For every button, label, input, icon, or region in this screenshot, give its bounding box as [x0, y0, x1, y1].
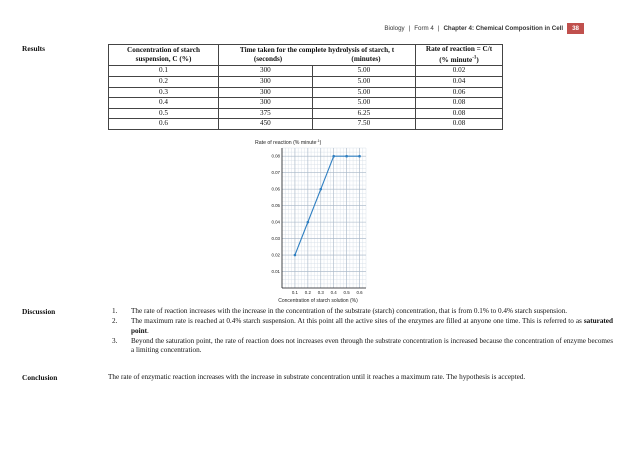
rate-chart	[248, 136, 373, 306]
table-cell: 0.1	[109, 66, 219, 77]
discussion-list	[108, 307, 613, 356]
table-cell: 6.25	[312, 108, 415, 119]
saturated-point-term: saturated point	[131, 317, 613, 335]
table-cell: 300	[219, 87, 313, 98]
table-cell: 0.5	[109, 108, 219, 119]
col-header-rate: Rate of reaction = C/t (% minute$^{-1}$)	[416, 45, 503, 66]
x-tick-label: 0.2	[304, 290, 311, 295]
table-cell: 5.00	[312, 76, 415, 87]
y-tick-label: 0.08	[271, 153, 280, 159]
data-point	[294, 254, 297, 257]
discussion-item: 1. The rate of reaction increases with the increase in the concentration of the substrate (starch) concentration, that is from 0.1% to 0.4% starch suspension.	[112, 307, 568, 315]
table-cell: 0.08	[416, 119, 503, 130]
data-point	[358, 155, 361, 158]
data-point	[319, 188, 322, 191]
table-cell: 7.50	[312, 119, 415, 130]
table-body	[109, 66, 503, 130]
discussion-label: Discussion	[22, 307, 56, 316]
data-point	[332, 155, 335, 158]
x-tick-label: 0.4	[330, 290, 337, 295]
conclusion-label: Conclusion	[22, 373, 58, 382]
table-cell: 300	[219, 76, 313, 87]
y-tick-label: 0.07	[271, 170, 280, 176]
header-subject: Biology	[384, 25, 405, 32]
table-row	[109, 66, 503, 77]
col-header-time: Time taken for the complete hydrolysis of starch, t (seconds) (minutes)	[219, 45, 416, 66]
data-point	[345, 155, 348, 158]
y-tick-label: 0.04	[271, 219, 280, 225]
table-cell: 375	[219, 108, 313, 119]
x-tick-label: 0.1	[291, 290, 298, 295]
conclusion-text: The rate of enzymatic reaction increases with the increase in substrate concentration until it reaches a maximum rate. The hypothesis is accepted.	[108, 373, 526, 381]
discussion-item: 2. The maximum rate is reached at 0.4% starch suspension. At this point all the active sites of the enzymes are filled at anyone one time. This is referred to as saturated point.	[112, 317, 613, 335]
table-cell: 0.08	[416, 98, 503, 109]
table-cell: 300	[219, 66, 313, 77]
col-header-concentration: Concentration of starch suspension, C (%)	[109, 45, 219, 66]
header-chapter: Chapter 4: Chemical Composition in Cell	[443, 25, 564, 32]
table-cell: 0.04	[416, 76, 503, 87]
y-tick-label: 0.03	[271, 236, 280, 242]
y-tick-label: 0.05	[271, 203, 280, 209]
table-cell: 0.06	[416, 87, 503, 98]
table-cell: 0.02	[416, 66, 503, 77]
discussion-item: 3. Beyond the saturation point, the rate of reaction does not increases even through the substrate concentration is increased because the concentration of enzyme becomes a limiting concentration.	[112, 336, 613, 355]
table-cell: 5.00	[312, 66, 415, 77]
results-label: Results	[22, 44, 45, 53]
table-cell: 5.00	[312, 98, 415, 109]
y-tick-label: 0.01	[271, 269, 280, 275]
page-number: 38	[567, 23, 584, 34]
header-form: Form 4	[414, 25, 434, 32]
table-cell: 0.08	[416, 108, 503, 119]
chart-grid	[282, 148, 366, 288]
table-row	[109, 76, 503, 87]
x-tick-label: 0.3	[317, 290, 324, 295]
table-cell: 5.00	[312, 87, 415, 98]
data-point	[307, 221, 310, 224]
page-header: Biology | Form 4 | Chapter 4: Chemical Composition in Cell 38	[384, 23, 584, 34]
table-row	[109, 119, 503, 130]
table-row	[109, 108, 503, 119]
table-header-row	[109, 45, 503, 66]
table-cell: 300	[219, 98, 313, 109]
x-tick-label: 0.5	[343, 290, 350, 295]
y-tick-label: 0.06	[271, 186, 280, 192]
chart-title: Rate of reaction (% minute$^{-1}$)	[255, 139, 322, 146]
table-cell: 0.2	[109, 76, 219, 87]
table-cell: 450	[219, 119, 313, 130]
table-row	[109, 87, 503, 98]
y-tick-label: 0.02	[271, 252, 280, 258]
table-cell: 0.6	[109, 119, 219, 130]
x-tick-label: 0.6	[356, 290, 363, 295]
chart-xlabel: Concentration of starch solution (%)	[278, 298, 358, 304]
table-cell: 0.3	[109, 87, 219, 98]
results-table	[108, 44, 503, 130]
table-cell: 0.4	[109, 98, 219, 109]
table-row	[109, 98, 503, 109]
